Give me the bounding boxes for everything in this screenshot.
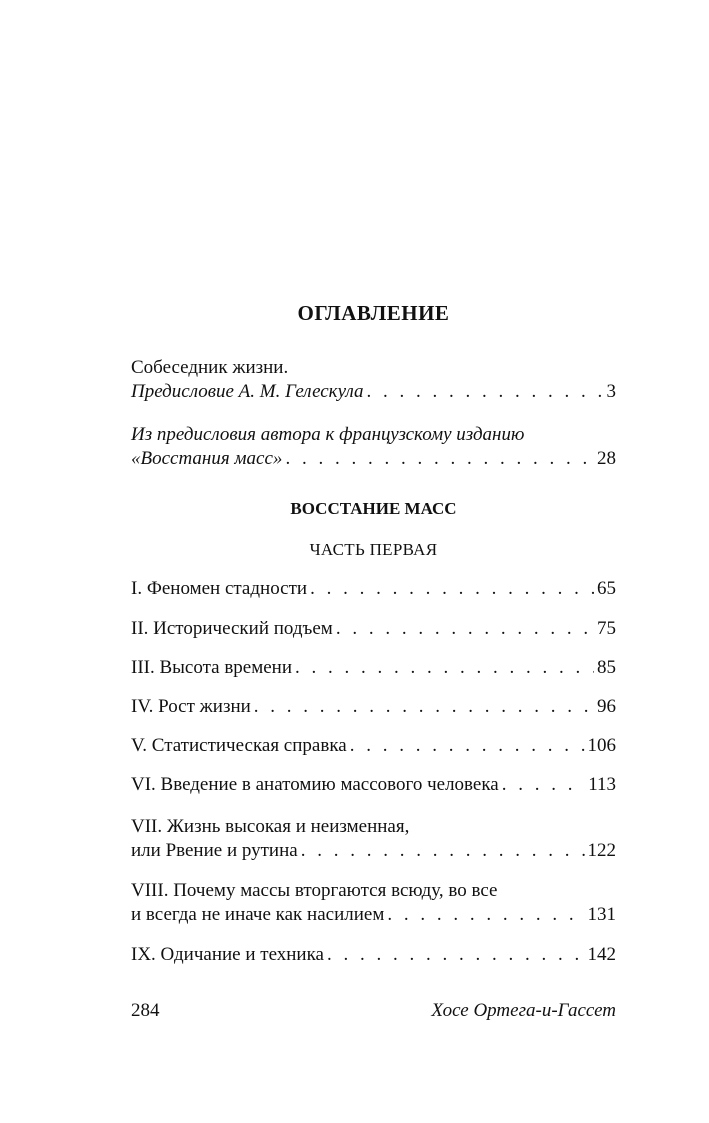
- page-footer: [131, 1000, 616, 1022]
- chapter-title: или Рвение и рутина: [131, 840, 298, 861]
- chapter-title: I. Феномен стадности: [131, 578, 308, 599]
- dot-leader: [336, 617, 594, 641]
- dot-leader: [387, 903, 584, 927]
- chapter-title: IX. Одичание и техника: [131, 944, 324, 965]
- dot-leader: [295, 656, 594, 680]
- part-title: ЧАСТЬ ПЕРВАЯ: [309, 540, 438, 559]
- chapter-page-number: 106: [587, 735, 616, 756]
- toc-entry-foreword: [131, 356, 616, 404]
- chapter-title: IV. Рост жизни: [131, 696, 251, 717]
- chapter-page-number: 113: [588, 774, 616, 795]
- chapter-title: и всегда не иначе как насилием: [131, 904, 385, 925]
- chapter-title: V. Статистическая справка: [131, 735, 347, 756]
- entry-page-number: 3: [606, 381, 616, 402]
- dot-leader: [367, 380, 604, 404]
- footer-author: Хосе Ортега-и-Гассет: [431, 1000, 616, 1021]
- chapter-title: VI. Введение в анатомию массового человека: [131, 774, 499, 795]
- chapter-page-number: 75: [597, 618, 616, 639]
- dot-leader: [285, 447, 594, 471]
- toc-chapter: [131, 695, 616, 719]
- entry-subtitle: «Восстания масс»: [131, 448, 283, 469]
- chapter-page-number: 65: [597, 578, 616, 599]
- chapter-page-number: 96: [597, 696, 616, 717]
- toc-chapter: [131, 943, 616, 967]
- chapter-page-number: 85: [597, 657, 616, 678]
- toc-chapter: [131, 577, 616, 601]
- toc-chapter: [131, 656, 616, 680]
- toc-chapter: [131, 773, 616, 797]
- dot-leader: [301, 839, 585, 863]
- toc-chapter: [131, 879, 616, 927]
- entry-page-number: 28: [597, 448, 616, 469]
- chapter-title: II. Исторический подъем: [131, 618, 333, 639]
- toc-entry-author-preface: [131, 423, 616, 471]
- chapter-page-number: 122: [587, 840, 616, 861]
- dot-leader: [310, 577, 594, 601]
- toc-chapter: [131, 815, 616, 863]
- toc-chapter: [131, 734, 616, 758]
- chapter-title: III. Высота времени: [131, 657, 293, 678]
- dot-leader: [327, 943, 585, 967]
- footer-page-number: 284: [131, 1000, 160, 1021]
- entry-title-line: Из предисловия автора к французскому изданию: [131, 424, 525, 445]
- chapter-title-line: VII. Жизнь высокая и неизменная,: [131, 816, 410, 837]
- dot-leader: [502, 773, 585, 797]
- chapter-page-number: 131: [587, 904, 616, 925]
- book-page: [131, 0, 616, 1123]
- toc-title: ОГЛАВЛЕНИЕ: [297, 301, 450, 325]
- toc-chapter: [131, 617, 616, 641]
- dot-leader: [350, 734, 585, 758]
- section-title: ВОССТАНИЕ МАСС: [290, 499, 457, 518]
- chapter-title-line: VIII. Почему массы вторгаются всюду, во все: [131, 880, 498, 901]
- entry-title-line: Собеседник жизни.: [131, 357, 289, 378]
- dot-leader: [254, 695, 594, 719]
- entry-subtitle: Предисловие А. М. Гелескула: [131, 381, 364, 402]
- chapter-page-number: 142: [587, 944, 616, 965]
